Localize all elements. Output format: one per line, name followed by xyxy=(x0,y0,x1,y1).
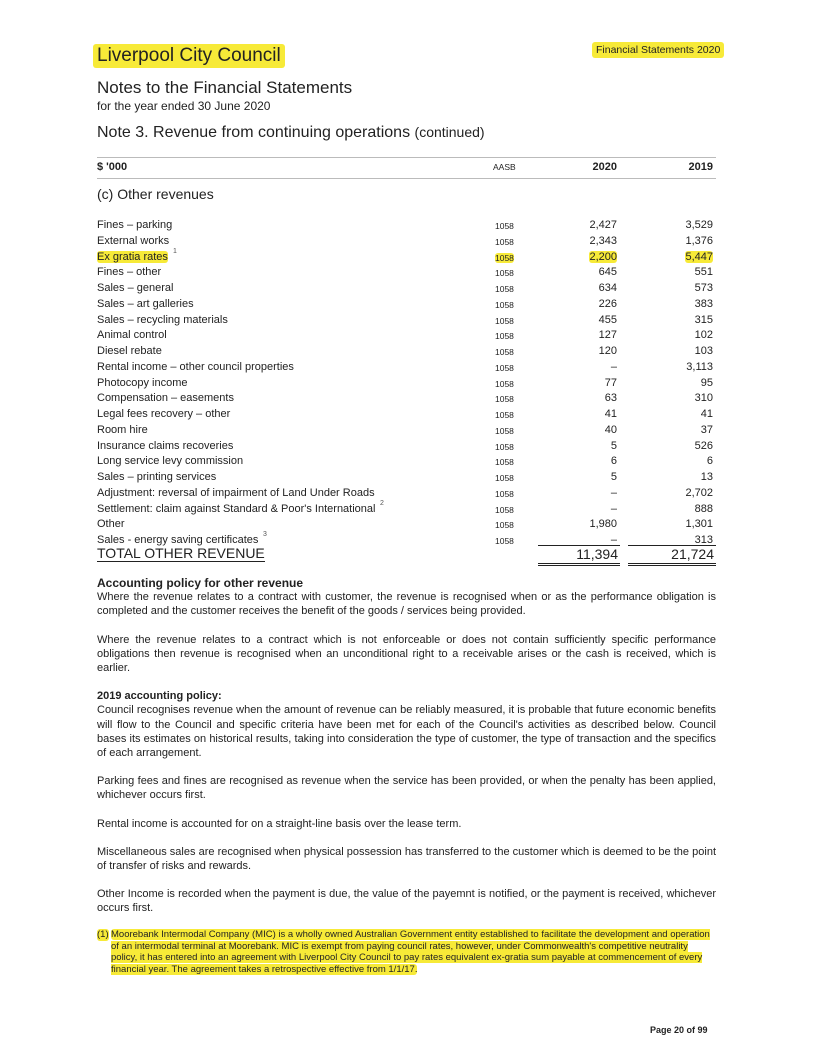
total-label: TOTAL OTHER REVENUE xyxy=(97,545,265,561)
row-aasb: 1058 xyxy=(495,315,514,326)
page-title: Notes to the Financial Statements xyxy=(97,78,353,97)
row-label: Sales – recycling materials xyxy=(97,313,228,326)
table-row xyxy=(97,376,716,392)
row-value-2019: 103 xyxy=(694,345,713,357)
row-label: Sales – printing services xyxy=(97,471,217,483)
row-value-2019: 573 xyxy=(694,282,713,294)
policy-paragraph: Miscellaneous sales are recognised when physical possession has transferred to the customer which is deemed to be the point of transfer of risks and rewards. xyxy=(97,845,716,873)
row-aasb: 1058 xyxy=(495,347,514,357)
table-row xyxy=(97,499,716,518)
row-label: Ex gratia rates xyxy=(97,250,168,263)
row-value-2020: 226 xyxy=(598,297,617,310)
row-aasb: 1058 xyxy=(495,504,514,515)
table-row xyxy=(97,486,716,502)
row-value-2020: 5 xyxy=(610,439,617,452)
row-label: Other xyxy=(97,518,125,531)
row-label: Rental income – other council properties xyxy=(97,360,294,373)
statements-badge: Financial Statements 2020 xyxy=(592,42,724,58)
row-value-2020: 634 xyxy=(598,282,617,294)
row-aasb: 1058 xyxy=(495,284,514,294)
table-row xyxy=(97,328,716,344)
row-value-2020: – xyxy=(610,502,617,515)
page-number: Page 20 of 99 xyxy=(650,1025,708,1035)
note-title-text: Note 3. Revenue from continuing operations xyxy=(97,124,411,141)
row-value-2020: 41 xyxy=(604,408,617,420)
policy-paragraph: Other Income is recorded when the payment is due, the value of the payemnt is notified, or the payment is received, whichever occurs first. xyxy=(97,888,716,915)
note-title xyxy=(97,124,485,142)
table-row xyxy=(97,439,716,455)
col-aasb: AASB xyxy=(493,162,516,172)
section-heading: (c) Other revenues xyxy=(97,186,214,202)
row-aasb: 1058 xyxy=(495,394,514,405)
row-value-2019: 3,113 xyxy=(686,360,713,373)
row-value-2020: 40 xyxy=(604,423,617,436)
row-value-2020: – xyxy=(610,486,617,499)
row-value-2019: 2,702 xyxy=(685,486,713,499)
footnote-ref: 2 xyxy=(380,499,384,507)
row-value-2020: 2,343 xyxy=(589,234,617,247)
row-aasb: 1058 xyxy=(495,441,514,452)
row-aasb: 1058 xyxy=(495,236,514,247)
row-value-2019: 95 xyxy=(700,376,713,389)
note-continued: (continued) xyxy=(414,124,485,140)
row-label: Sales - energy saving certificates xyxy=(97,534,259,546)
row-aasb: 1058 xyxy=(495,520,514,531)
row-label: Compensation – easements xyxy=(97,392,234,405)
table-row xyxy=(97,470,716,486)
row-value-2020: 63 xyxy=(604,392,617,405)
row-value-2019: 888 xyxy=(694,502,713,515)
row-label: Fines – parking xyxy=(97,219,173,231)
footnote-ref: 1 xyxy=(173,247,177,255)
policy-text xyxy=(97,576,716,930)
table-row xyxy=(97,360,716,376)
row-aasb: 1058 xyxy=(495,473,514,483)
row-aasb: 1058 xyxy=(495,488,514,499)
policy-paragraph: Parking fees and fines are recognised as revenue when the service has been provided, or when the penalty has been applied, whichever occurs first. xyxy=(97,775,716,802)
row-value-2019: 3,529 xyxy=(685,219,713,231)
row-value-2020: – xyxy=(610,534,617,546)
footnote-mark: (1) xyxy=(97,929,109,940)
council-name: Liverpool City Council xyxy=(93,44,285,68)
table-row xyxy=(97,247,716,266)
policy-2019-heading: 2019 accounting policy: xyxy=(97,690,222,703)
table-header xyxy=(97,157,716,179)
policy-heading: Accounting policy for other revenue xyxy=(97,576,304,590)
row-aasb: 1058 xyxy=(495,378,514,389)
row-value-2020: 6 xyxy=(610,455,617,468)
col-2019: 2019 xyxy=(688,161,713,173)
footnote-ref: 3 xyxy=(263,531,267,538)
row-label: External works xyxy=(97,234,170,247)
table-row xyxy=(97,234,716,250)
row-value-2020: – xyxy=(610,360,617,373)
table-row xyxy=(97,265,716,281)
row-value-2019: 315 xyxy=(694,313,713,326)
table-row xyxy=(97,218,716,234)
row-label: Settlement: claim against Standard & Poor's International xyxy=(97,502,376,515)
row-label: Long service levy commission xyxy=(97,455,244,468)
row-value-2019: 13 xyxy=(700,471,713,483)
row-aasb: 1058 xyxy=(495,252,514,263)
row-value-2020: 120 xyxy=(598,345,617,357)
row-label: Fines – other xyxy=(97,266,162,279)
row-value-2020: 5 xyxy=(610,471,617,483)
row-value-2019: 526 xyxy=(694,439,713,452)
policy-paragraph: Where the revenue relates to a contract which is not enforceable or does not contain sufficiently specific performance obligations then revenue is recognised when an unconditional right to a receivable arises or the cash is received, which is earlier. xyxy=(97,633,716,675)
row-value-2020: 127 xyxy=(598,329,617,342)
row-value-2020: 645 xyxy=(598,266,617,279)
table-row xyxy=(97,407,716,423)
row-aasb: 1058 xyxy=(495,410,514,420)
footnote-text: Moorebank Intermodal Company (MIC) is a wholly owned Australian Government entity established to facilitate the development and operation of an intermodal terminal at Moorebank. MIC is exempt from paying council rates, however, under Commonwealth's competitive neutrality policy, it has entered into an agreement with Liverpool City Council to pay rates equivalent ex-gratia sum payable at commencement of every financial year. The agreement takes a retrospective effective from 1/1/17. xyxy=(111,929,710,975)
row-value-2019: 6 xyxy=(706,455,713,468)
row-value-2019: 383 xyxy=(694,297,713,310)
row-label: Adjustment: reversal of impairment of Land Under Roads xyxy=(97,486,375,499)
row-value-2019: 41 xyxy=(700,408,713,420)
row-value-2019: 310 xyxy=(694,392,713,405)
row-value-2019: 1,301 xyxy=(685,518,713,531)
table-row xyxy=(97,517,716,533)
row-label: Room hire xyxy=(97,423,148,436)
row-value-2019: 1,376 xyxy=(685,234,713,247)
col-2020: 2020 xyxy=(592,161,617,173)
row-value-2019: 551 xyxy=(694,266,713,279)
row-value-2019: 5,447 xyxy=(685,250,713,263)
total-row xyxy=(97,545,716,565)
table-row xyxy=(97,297,716,313)
row-label: Legal fees recovery – other xyxy=(97,408,231,420)
row-value-2020: 2,427 xyxy=(589,219,617,231)
policy-paragraph: Where the revenue relates to a contract with customer, the revenue is recognised when or as the performance obligation is completed and the customer receives the benefit of the goods / services being provided. xyxy=(97,591,716,618)
policy-paragraph: Rental income is accounted for on a straight-line basis over the lease term. xyxy=(97,817,462,830)
table-row xyxy=(97,391,716,407)
row-label: Diesel rebate xyxy=(97,345,162,357)
total-2019: 21,724 xyxy=(628,545,716,566)
table-row xyxy=(97,344,716,360)
row-aasb: 1058 xyxy=(495,299,514,310)
table-row xyxy=(97,454,716,470)
row-value-2020: 455 xyxy=(598,313,617,326)
row-value-2019: 102 xyxy=(694,329,713,342)
page-subtitle: for the year ended 30 June 2020 xyxy=(97,99,271,113)
total-2020: 11,394 xyxy=(538,545,620,566)
row-value-2020: 77 xyxy=(604,376,617,389)
table-row xyxy=(97,423,716,439)
policy-paragraph: Council recognises revenue when the amount of revenue can be reliably measured, it is probable that future economic benefits will flow to the Council and specific criteria have been met for each of the Council's activities as described below. Council bases its estimates on historical results, taking into consideration the type of customer, the type of transaction and the specifics of each arrangement. xyxy=(97,704,716,760)
col-units: $ '000 xyxy=(97,161,128,173)
row-aasb: 1058 xyxy=(495,536,514,546)
row-aasb: 1058 xyxy=(495,331,514,342)
row-aasb: 1058 xyxy=(495,221,514,231)
row-label: Insurance claims recoveries xyxy=(97,439,234,452)
row-aasb: 1058 xyxy=(495,425,514,436)
row-aasb: 1058 xyxy=(495,362,514,373)
table-row xyxy=(97,281,716,297)
row-aasb: 1058 xyxy=(495,268,514,279)
row-value-2019: 37 xyxy=(700,423,713,436)
row-label: Sales – art galleries xyxy=(97,297,194,310)
row-aasb: 1058 xyxy=(495,457,514,468)
row-label: Animal control xyxy=(97,329,167,342)
row-value-2019: 313 xyxy=(694,534,713,546)
row-label: Sales – general xyxy=(97,282,174,294)
table-row xyxy=(97,313,716,329)
row-value-2020: 2,200 xyxy=(589,250,617,263)
row-label: Photocopy income xyxy=(97,376,188,389)
row-value-2020: 1,980 xyxy=(589,518,617,531)
